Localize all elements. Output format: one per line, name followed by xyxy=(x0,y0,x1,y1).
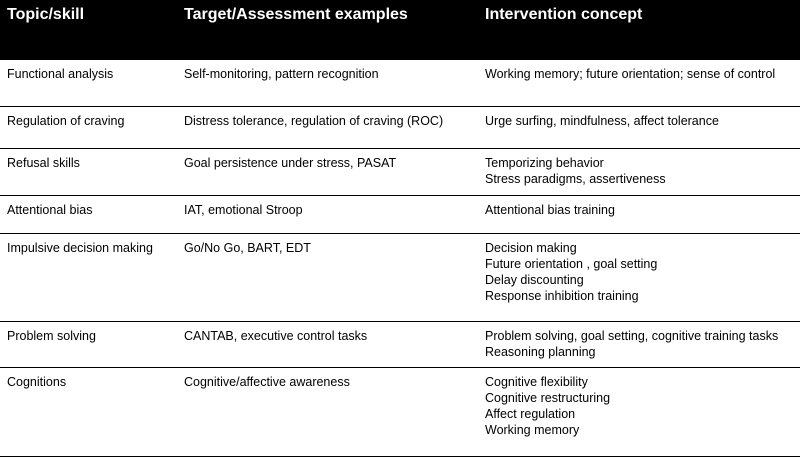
intervention-cell xyxy=(478,321,800,367)
table-row xyxy=(0,233,800,321)
intervention-line: Working memory; future orientation; sense of control xyxy=(485,66,776,81)
target-cell: Distress tolerance, regulation of craving (ROC) xyxy=(177,106,478,148)
header-target-assessment: Target/Assessment examples xyxy=(184,6,408,23)
table-row xyxy=(0,59,800,106)
intervention-cell xyxy=(478,233,800,321)
intervention-line: Reasoning planning xyxy=(485,344,596,359)
table-body xyxy=(0,59,800,456)
intervention-line: Attentional bias training xyxy=(485,202,615,217)
topic-cell: Cognitions xyxy=(0,367,177,456)
intervention-line: Cognitive restructuring xyxy=(485,390,611,405)
topic-cell: Problem solving xyxy=(0,321,177,367)
intervention-line: Cognitive flexibility xyxy=(485,374,588,389)
topic-cell: Regulation of craving xyxy=(0,106,177,148)
intervention-line: Response inhibition training xyxy=(485,288,639,303)
intervention-line: Working memory xyxy=(485,422,580,437)
table-row xyxy=(0,321,800,367)
intervention-line: Delay discounting xyxy=(485,272,584,287)
table-row xyxy=(0,367,800,456)
intervention-line: Decision making xyxy=(485,240,577,255)
table-row xyxy=(0,195,800,233)
intervention-cell xyxy=(478,106,800,148)
target-cell: Goal persistence under stress, PASAT xyxy=(177,148,478,195)
table-row xyxy=(0,148,800,195)
intervention-cell xyxy=(478,195,800,233)
intervention-line: Future orientation , goal setting xyxy=(485,256,658,271)
header-topic-skill: Topic/skill xyxy=(7,6,85,23)
intervention-cell xyxy=(478,59,800,106)
intervention-line: Temporizing behavior xyxy=(485,155,604,170)
intervention-line: Stress paradigms, assertiveness xyxy=(485,171,666,186)
intervention-line: Urge surfing, mindfulness, affect tolerance xyxy=(485,113,719,128)
topic-cell: Impulsive decision making xyxy=(0,233,177,321)
intervention-line: Affect regulation xyxy=(485,406,576,421)
topic-cell: Refusal skills xyxy=(0,148,177,195)
header-row xyxy=(0,0,800,59)
intervention-cell xyxy=(478,367,800,456)
intervention-line: Problem solving, goal setting, cognitive training tasks xyxy=(485,328,779,343)
target-cell: Cognitive/affective awareness xyxy=(177,367,478,456)
target-cell: IAT, emotional Stroop xyxy=(177,195,478,233)
topic-cell: Functional analysis xyxy=(0,59,177,106)
table-header xyxy=(0,0,800,59)
target-cell: Self-monitoring, pattern recognition xyxy=(177,59,478,106)
topic-cell: Attentional bias xyxy=(0,195,177,233)
target-cell: CANTAB, executive control tasks xyxy=(177,321,478,367)
table-row xyxy=(0,106,800,148)
header-intervention-concept: Intervention concept xyxy=(485,6,643,23)
target-cell: Go/No Go, BART, EDT xyxy=(177,233,478,321)
intervention-cell xyxy=(478,148,800,195)
